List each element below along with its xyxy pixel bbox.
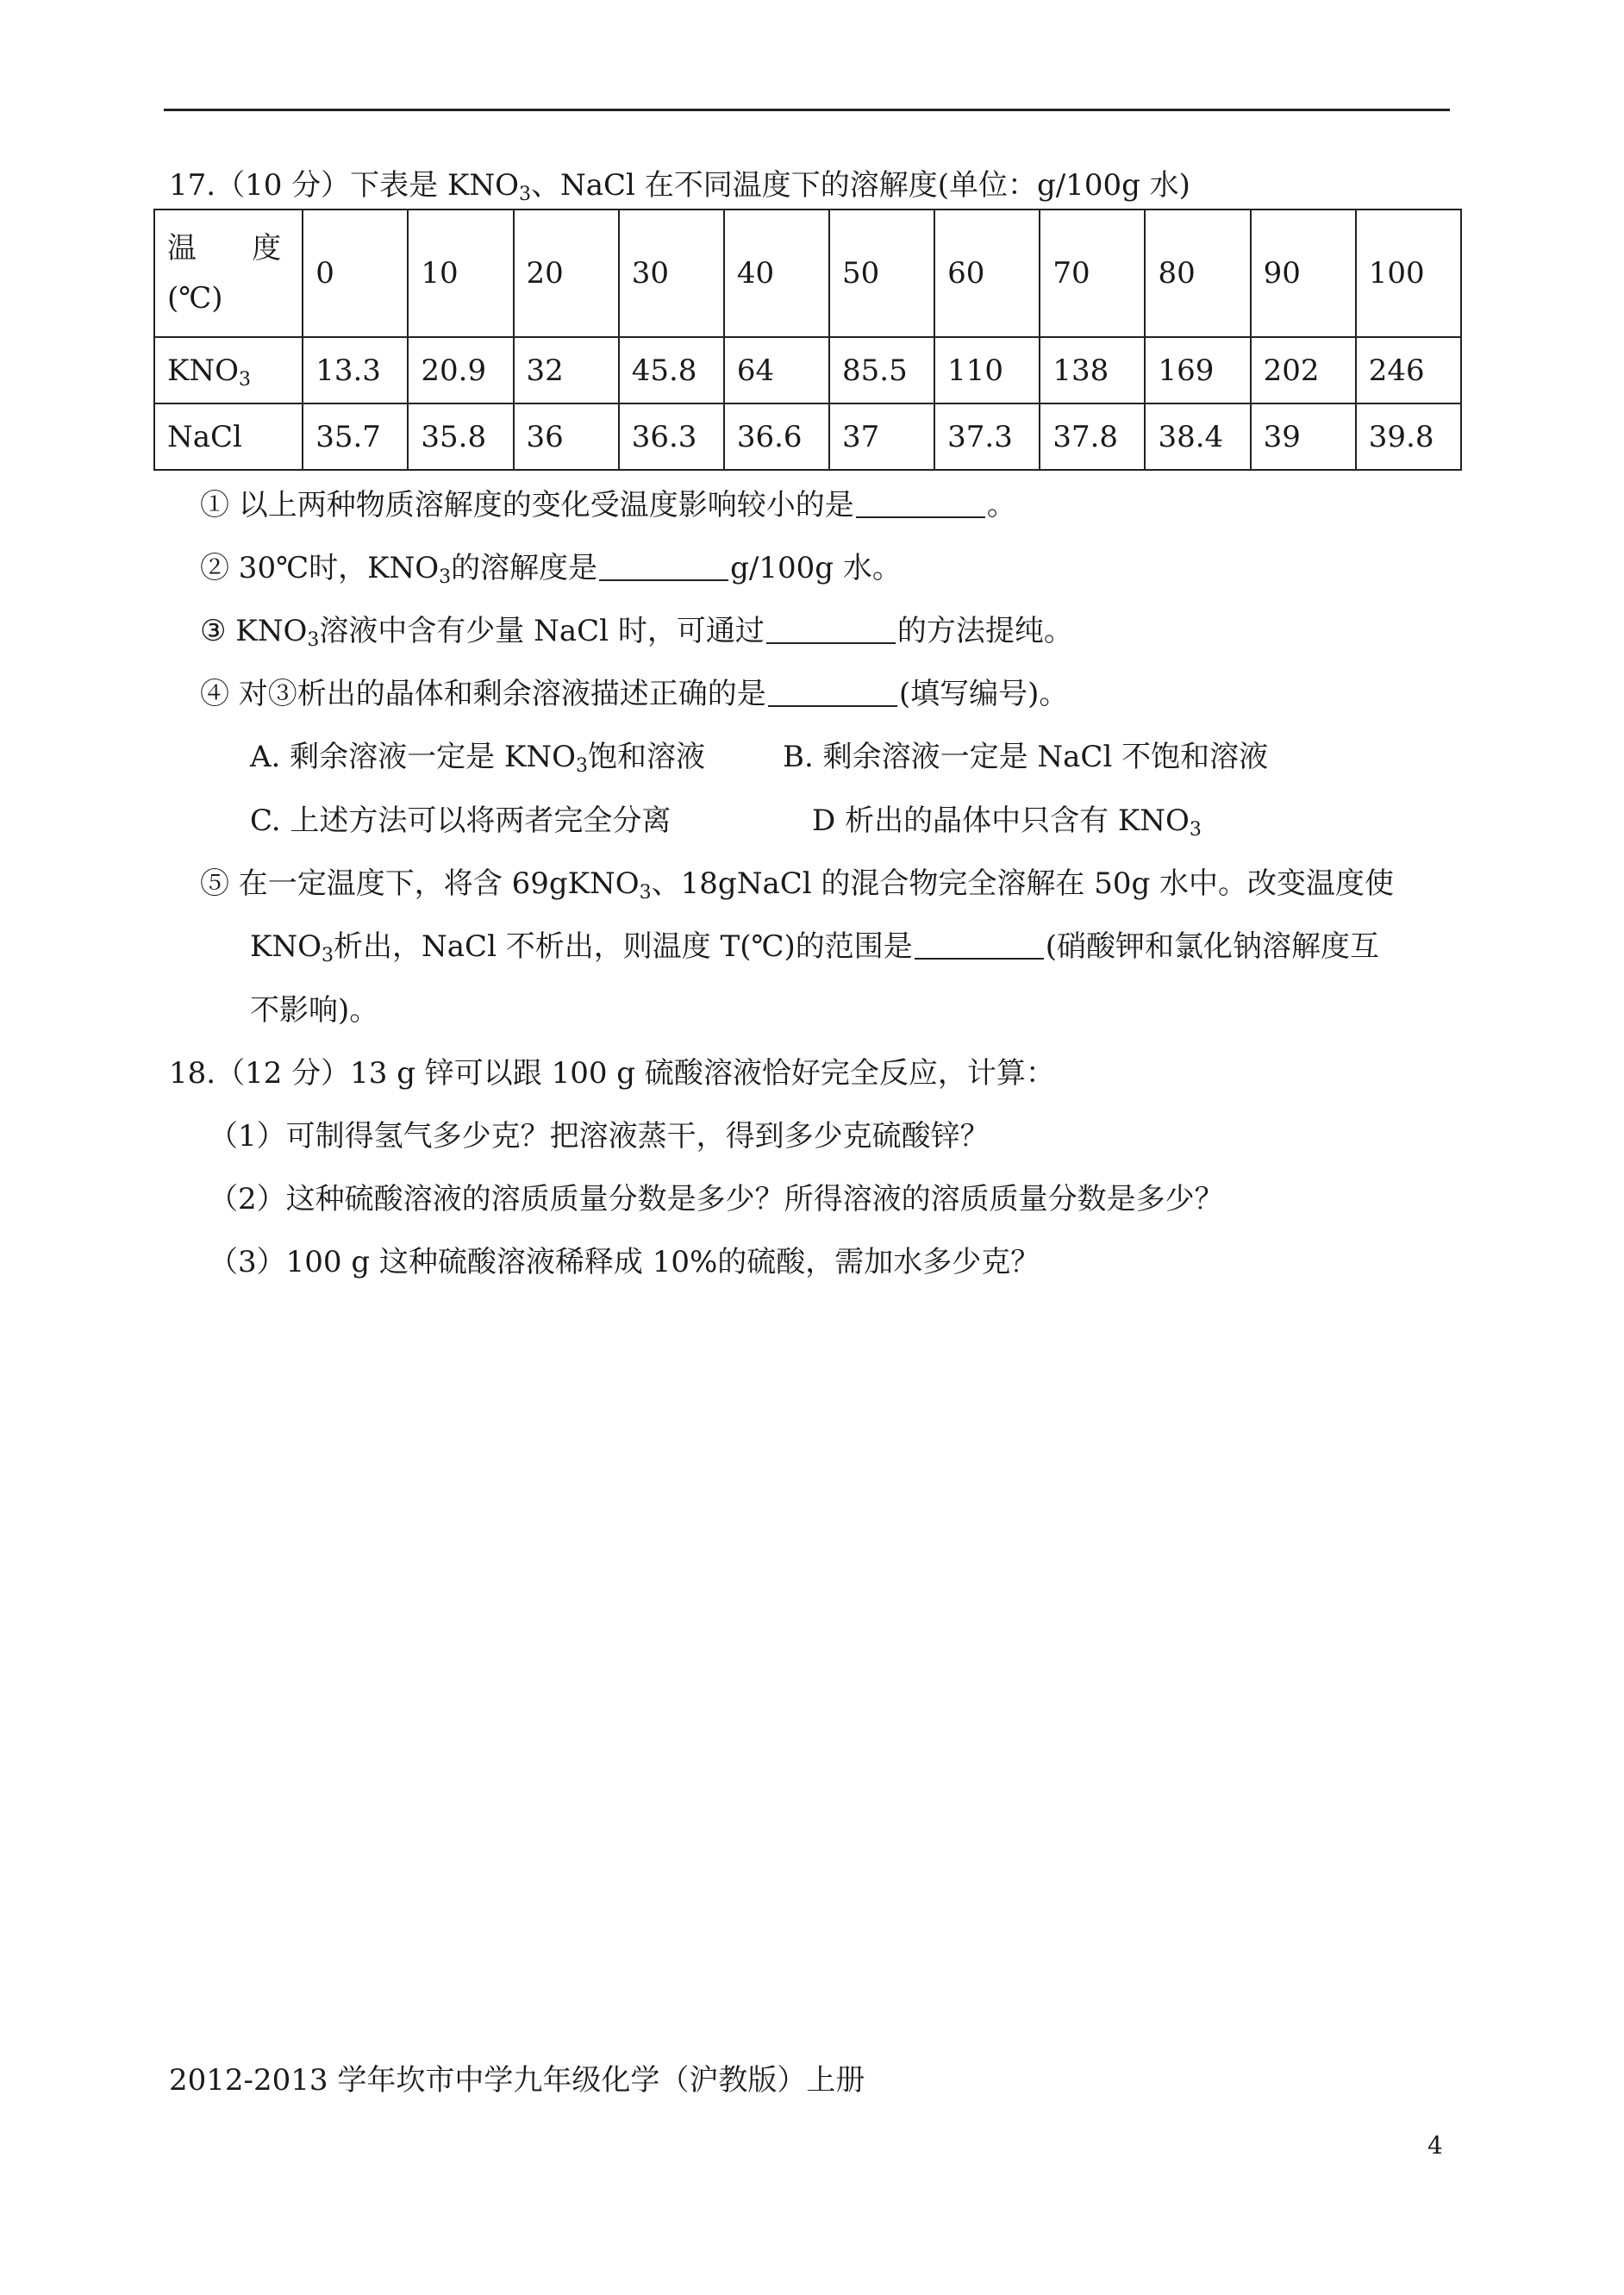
answer-blank[interactable] — [915, 929, 1044, 960]
option-b: B. 剩余溶液一定是 NaCl 不饱和溶液 — [783, 740, 1269, 774]
q17-item-5-end: 不影响)。 — [250, 993, 379, 1028]
temp-cell: 0 — [303, 209, 408, 337]
kno3-cell: 85.5 — [829, 337, 934, 403]
answer-blank[interactable] — [599, 550, 728, 581]
temp-cell: 80 — [1145, 209, 1250, 337]
q17-item-2: ② 30℃时，$KNO_3$的溶解度是 g/100g 水。 — [200, 551, 902, 588]
q17-title: 17.（10 分）下表是 $KNO_3$、NaCl 在不同温度下的溶解度(单位：g/100g 水) — [169, 168, 1190, 205]
temp-cell: 10 — [408, 209, 513, 337]
nacl-cell: 35.8 — [408, 403, 513, 470]
temp-cell: 90 — [1251, 209, 1356, 337]
nacl-cell: 36.3 — [619, 403, 724, 470]
kno3-cell: 169 — [1145, 337, 1250, 403]
q17-item-3: ③ $KNO_3$溶液中含有少量 NaCl 时，可通过 的方法提纯。 — [200, 614, 1073, 651]
table-row-kno3 — [154, 337, 1461, 403]
header-rule — [164, 109, 1450, 111]
answer-blank[interactable] — [766, 613, 896, 644]
nacl-cell: 38.4 — [1145, 403, 1250, 470]
row-label-kno3: $KNO_3$ — [154, 337, 303, 403]
answer-blank[interactable] — [768, 676, 897, 707]
table-header-row — [154, 209, 1461, 337]
page-footer: 2012-2013 学年坎市中学九年级化学（沪教版）上册 — [169, 2063, 865, 2098]
q18-sub-3: （3）100 g 这种硫酸溶液稀释成 10%的硫酸，需加水多少克？ — [209, 1245, 1040, 1279]
q18-sub-1: （1）可制得氢气多少克？把溶液蒸干，得到多少克硫酸锌？ — [209, 1119, 990, 1154]
row-label-nacl: NaCl — [154, 403, 303, 470]
kno3-cell: 32 — [514, 337, 619, 403]
kno3-cell: 64 — [724, 337, 829, 403]
nacl-cell: 37.3 — [934, 403, 1040, 470]
temperature-header-cell: 温 度 (℃) — [154, 209, 303, 337]
q17-item-4: ④ 对③析出的晶体和剩余溶液描述正确的是 (填写编号)。 — [200, 677, 1069, 711]
q17-item-5: ⑤ 在一定温度下，将含 69gKNO$_3$、18gNaCl 的混合物完全溶解在 50g 水中。改变温度使 — [200, 866, 1395, 904]
kno3-cell: 138 — [1040, 337, 1145, 403]
answer-blank[interactable] — [856, 487, 985, 518]
temp-cell: 100 — [1356, 209, 1461, 337]
temp-cell: 30 — [619, 209, 724, 337]
option-c: C. 上述方法可以将两者完全分离 — [250, 804, 671, 838]
kno3-cell: 13.3 — [303, 337, 408, 403]
kno3-cell: 246 — [1356, 337, 1461, 403]
kno3-cell: 45.8 — [619, 337, 724, 403]
q17-item-1: ① 以上两种物质溶解度的变化受温度影响较小的是 。 — [200, 488, 1016, 522]
nacl-cell: 36.6 — [724, 403, 829, 470]
temp-cell: 50 — [829, 209, 934, 337]
kno3-cell: 110 — [934, 337, 1040, 403]
nacl-cell: 37 — [829, 403, 934, 470]
temp-cell: 60 — [934, 209, 1040, 337]
nacl-cell: 39 — [1251, 403, 1356, 470]
q18-sub-2: （2）这种硫酸溶液的溶质质量分数是多少？所得溶液的溶质质量分数是多少？ — [209, 1182, 1224, 1216]
temp-cell: 20 — [514, 209, 619, 337]
temp-cell: 70 — [1040, 209, 1145, 337]
nacl-cell: 37.8 — [1040, 403, 1145, 470]
option-a: A. 剩余溶液一定是 $KNO_3$饱和溶液 — [250, 740, 706, 777]
kno3-cell: 20.9 — [408, 337, 513, 403]
q17-item-5-cont: $KNO_3$析出，NaCl 不析出，则温度 T(℃)的范围是 (硝酸钾和氯化钠溶解度互 — [250, 929, 1380, 966]
page-number: 4 — [1427, 2131, 1443, 2160]
table-row-nacl — [154, 403, 1461, 470]
nacl-cell: 36 — [514, 403, 619, 470]
temp-cell: 40 — [724, 209, 829, 337]
solubility-table — [153, 209, 1462, 471]
q18-title: 18.（12 分）13 g 锌可以跟 100 g 硫酸溶液恰好完全反应，计算： — [169, 1056, 1055, 1091]
nacl-cell: 35.7 — [303, 403, 408, 470]
nacl-cell: 39.8 — [1356, 403, 1461, 470]
kno3-cell: 202 — [1251, 337, 1356, 403]
option-d: D 析出的晶体中只含有 $KNO_3$ — [812, 804, 1202, 841]
